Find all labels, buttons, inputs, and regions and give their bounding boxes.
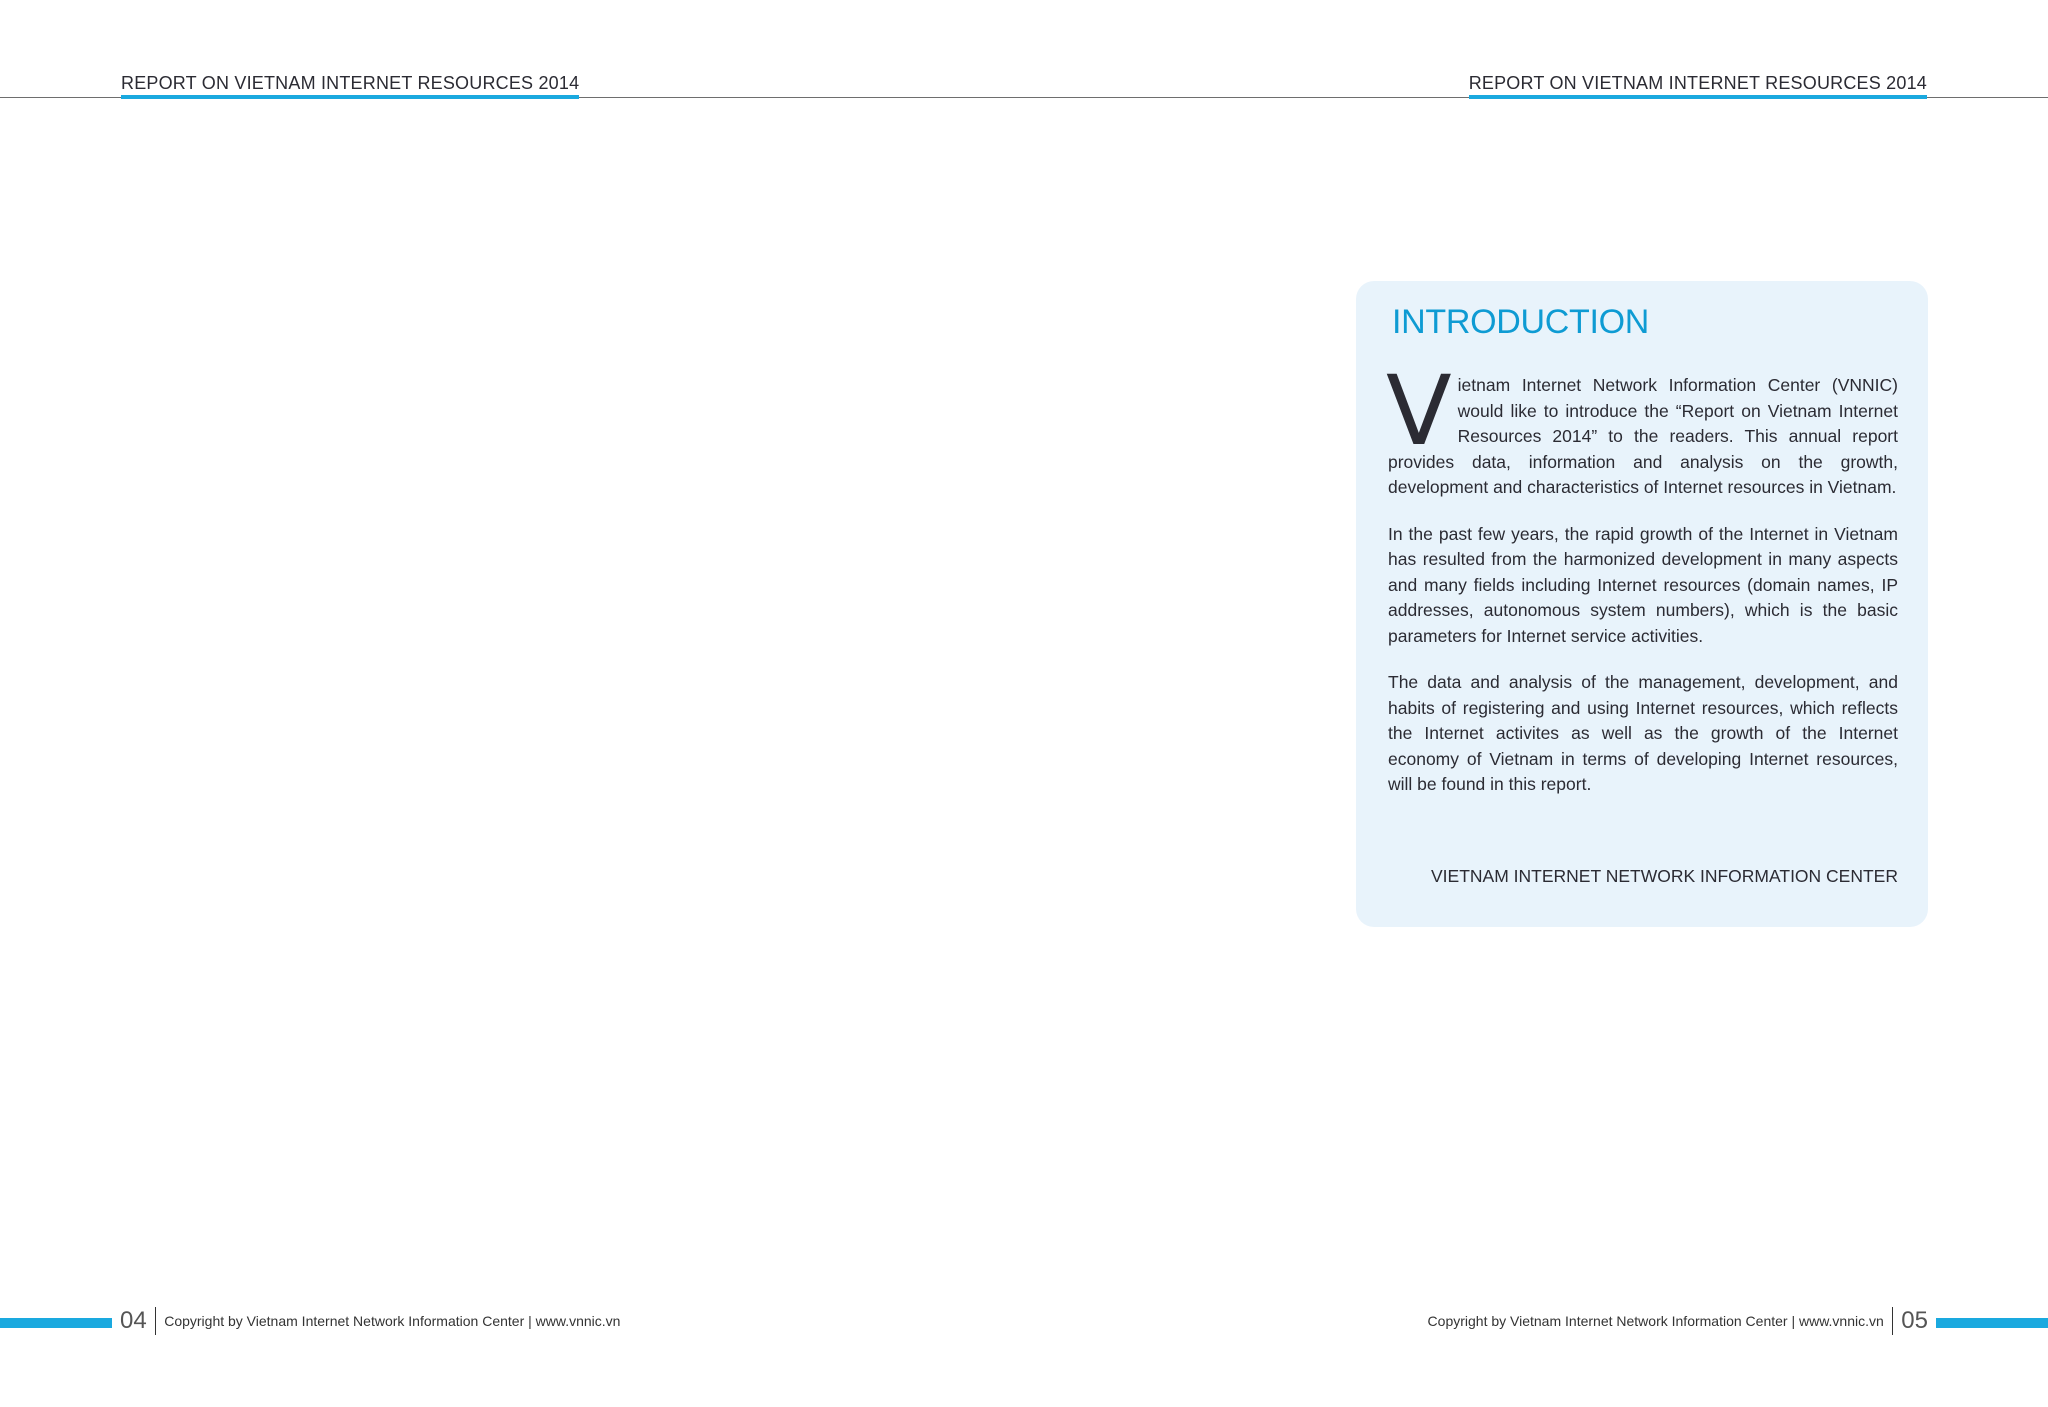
footer-right (1428, 1306, 1928, 1336)
introduction-paragraph-1-text: ietnam Internet Network Information Center (VNNIC) would like to introduce the “Report on Vietnam Internet Resources 2014” to the readers. This annual report provides data, information and analysis on the growth, development and characteristics of Internet resources in Vietnam. (1388, 375, 1898, 497)
header-title-right-text: REPORT ON VIETNAM INTERNET RESOURCES 2014 (1468, 73, 1927, 93)
introduction-paragraph-1 (1386, 355, 1898, 501)
footer-accent-bar-right (1936, 1318, 2048, 1328)
introduction-body (1386, 355, 1898, 798)
footer-separator-left (155, 1307, 157, 1335)
footer-separator-right (1892, 1307, 1894, 1335)
introduction-paragraph-3: The data and analysis of the management, development, and habits of registering and using Internet resources, which reflects the Internet activites as well as the growth of the Internet economy of Vietnam in terms of developing Internet resources, will be found in this report. (1388, 672, 1898, 794)
drop-cap: V (1386, 355, 1452, 467)
header-title-left (121, 72, 579, 94)
footer-copyright-left: Copyright by Vietnam Internet Network Information Center | www.vnnic.vn (164, 1313, 621, 1329)
page-number-left: 04 (120, 1307, 147, 1334)
introduction-signature: VIETNAM INTERNET NETWORK INFORMATION CENTER (1431, 866, 1898, 886)
introduction-paragraph-2: In the past few years, the rapid growth of the Internet in Vietnam has resulted from the harmonized development in many aspects and many fields including Internet resources (domain names, IP addresses, autonomous system numbers), which is the basic parameters for Internet service activities. (1388, 523, 1898, 646)
introduction-panel (1356, 281, 1928, 927)
header-title-left-text: REPORT ON VIETNAM INTERNET RESOURCES 2014 (121, 73, 580, 93)
introduction-heading: INTRODUCTION (1392, 303, 1650, 341)
header-title-left-underline (121, 95, 579, 99)
page-number-right: 05 (1901, 1307, 1928, 1334)
footer-copyright-right: Copyright by Vietnam Internet Network Information Center | www.vnnic.vn (1427, 1313, 1884, 1329)
footer-accent-bar-left (0, 1318, 112, 1328)
header-title-right-underline (1469, 95, 1927, 99)
footer-left (120, 1306, 620, 1336)
header-title-right (1469, 72, 1927, 94)
